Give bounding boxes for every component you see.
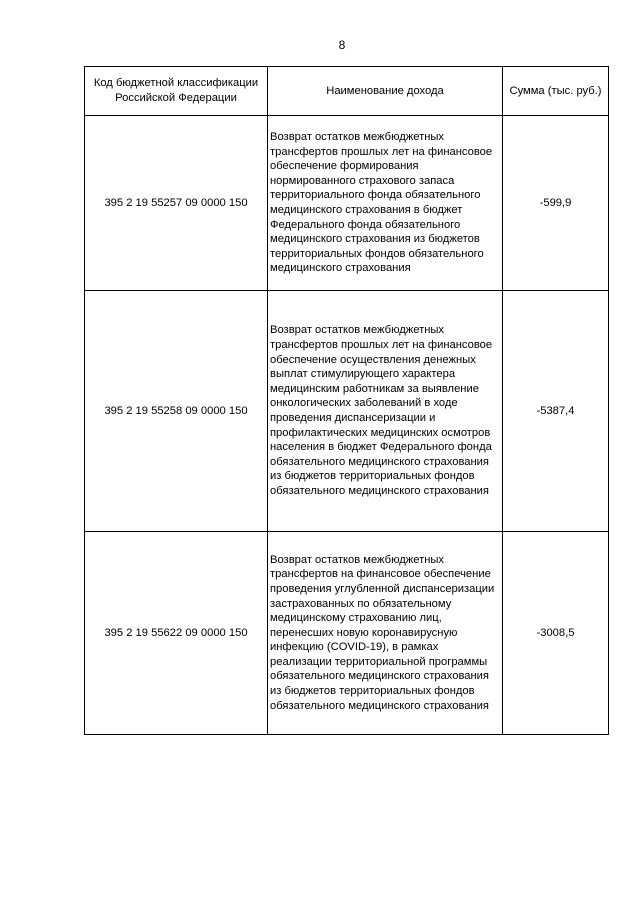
- budget-code-cell: 395 2 19 55257 09 0000 150: [85, 116, 268, 291]
- amount-cell: -5387,4: [503, 291, 609, 532]
- table-header-row: [85, 67, 609, 116]
- header-budget-code: Код бюджетной классификации Российской Федерации: [85, 67, 268, 116]
- table-row: [85, 291, 609, 532]
- revenue-name-cell: Возврат остатков межбюджетных трансфертов на финансовое обеспечение проведения углубленной диспансеризации застрахованных по обязательному медицинскому страхованию лиц, перенесших новую коронавирусную инфекцию (COVID-19), в рамках реализации территориальной программы обязательного медицинского страхования из бюджетов территориальных фондов обязательного медицинского страхования: [268, 532, 503, 735]
- amount-cell: -599,9: [503, 116, 609, 291]
- page-number: 8: [338, 38, 346, 52]
- amount-cell: -3008,5: [503, 532, 609, 735]
- revenue-name-cell: Возврат остатков межбюджетных трансфертов прошлых лет на финансовое обеспечение формирования нормированного страхового запаса территориального фонда обязательного медицинского страхования в бюджет Федерального фонда обязательного медицинского страхования из бюджетов территориальных фондов обязательного медицинского страхования: [268, 116, 503, 291]
- table-row: [85, 116, 609, 291]
- budget-code-cell: 395 2 19 55258 09 0000 150: [85, 291, 268, 532]
- revenue-table: [84, 66, 609, 735]
- table-row: [85, 532, 609, 735]
- revenue-name-cell: Возврат остатков межбюджетных трансфертов прошлых лет на финансовое обеспечение осуществления денежных выплат стимулирующего характера медицинским работникам за выявление онкологических заболеваний в ходе проведения диспансеризации и профилактических медицинских осмотров населения в бюджет Федерального фонда обязательного медицинского страхования из бюджетов территориальных фондов обязательного медицинского страхования: [268, 291, 503, 532]
- budget-code-cell: 395 2 19 55622 09 0000 150: [85, 532, 268, 735]
- header-amount: Сумма (тыс. руб.): [503, 67, 609, 116]
- header-revenue-name: Наименование дохода: [268, 67, 503, 116]
